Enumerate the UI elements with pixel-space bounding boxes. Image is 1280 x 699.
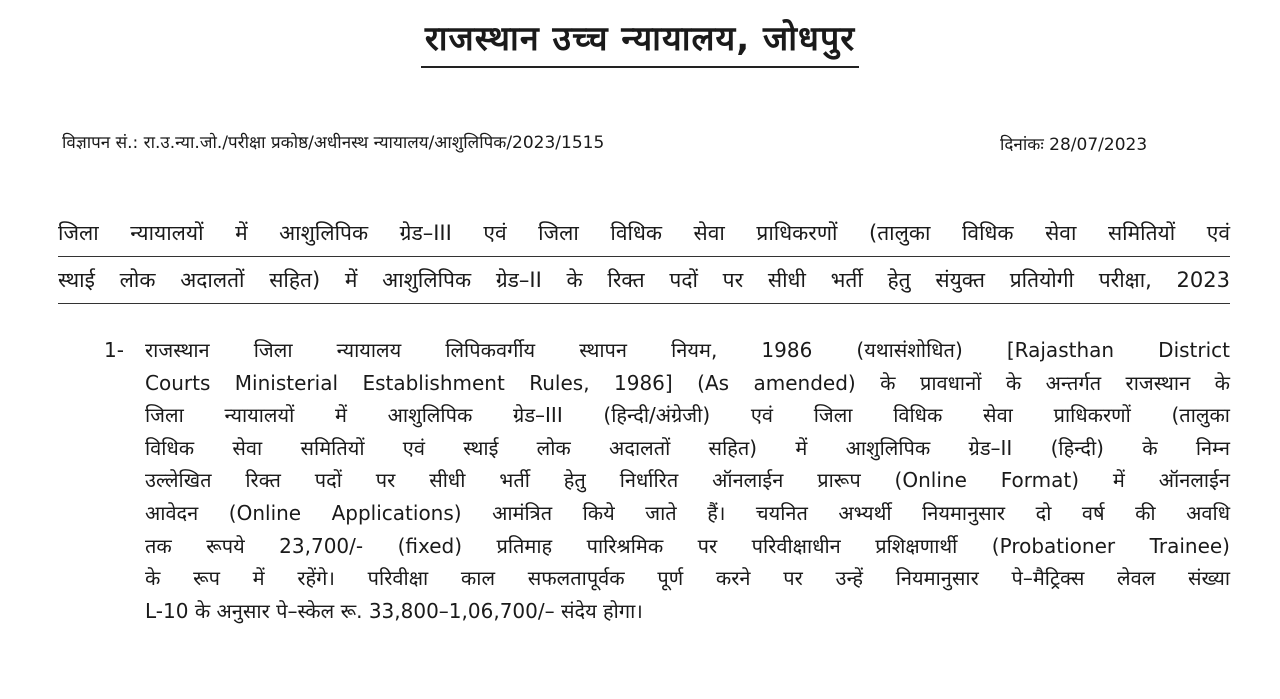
paragraph-line: उल्लेखित रिक्त पदों पर सीधी भर्ती हेतु निर्धारित ऑनलाईन प्रारूप (Online Format) में ऑनलाईन bbox=[145, 468, 1230, 493]
paragraph-line: L-10 के अनुसार पे–स्केल रू. 33,800–1,06,700/– संदेय होगा। bbox=[145, 598, 643, 623]
paragraph-line: के रूप में रहेंगे। परिवीक्षा काल सफलतापूर्वक पूर्ण करने पर उन्हें नियमानुसार पे–मैट्रिक्स लेवल संख्या bbox=[145, 566, 1230, 591]
paragraph-number: 1- bbox=[104, 338, 124, 362]
paragraph-line: जिला न्यायालयों में आशुलिपिक ग्रेड–III (हिन्दी/अंग्रेजी) एवं जिला विधिक सेवा प्राधिकरणों (तालुका bbox=[145, 403, 1230, 428]
subject-line: स्थाई लोक अदालतों सहित) में आशुलिपिक ग्रेड–II के रिक्त पदों पर सीधी भर्ती हेतु संयुक्त प्रतियोगी परीक्षा, 2023 bbox=[58, 257, 1230, 304]
subject-line: जिला न्यायालयों में आशुलिपिक ग्रेड–III एवं जिला विधिक सेवा प्राधिकरणों (तालुका विधिक सेवा समितियों एवं bbox=[58, 210, 1230, 257]
paragraph-body bbox=[145, 334, 1230, 627]
paragraph-line: तक रूपये 23,700/- (fixed) प्रतिमाह पारिश्रमिक पर परिवीक्षाधीन प्रशिक्षणार्थी (Probationer Trainee) bbox=[145, 533, 1230, 558]
paragraph-line: राजस्थान जिला न्यायालय लिपिकवर्गीय स्थापन नियम, 1986 (यथासंशोधित) [Rajasthan District bbox=[145, 338, 1230, 362]
paragraph-line: Courts Ministerial Establishment Rules, 1986] (As amended) के प्रावधानों के अन्तर्गत राजस्थान के bbox=[145, 370, 1230, 395]
paragraph-line: विधिक सेवा समितियों एवं स्थाई लोक अदालतों सहित) में आशुलिपिक ग्रेड–II (हिन्दी) के निम्न bbox=[145, 435, 1230, 460]
advertisement-date: दिनांकः 28/07/2023 bbox=[1000, 135, 1148, 155]
advertisement-number: विज्ञापन सं.: रा.उ.न्या.जो./परीक्षा प्रकोष्ठ/अधीनस्थ न्यायालय/आशुलिपिक/2023/1515 bbox=[62, 133, 605, 153]
page-title-text: राजस्थान उच्च न्यायालय, जोधपुर bbox=[421, 14, 859, 68]
paragraph-line: आवेदन (Online Applications) आमंत्रित किये जाते हैं। चयनित अभ्यर्थी नियमानुसार दो वर्ष की अवधि bbox=[145, 500, 1230, 525]
page-title bbox=[0, 14, 1280, 68]
subject-heading bbox=[58, 210, 1230, 304]
